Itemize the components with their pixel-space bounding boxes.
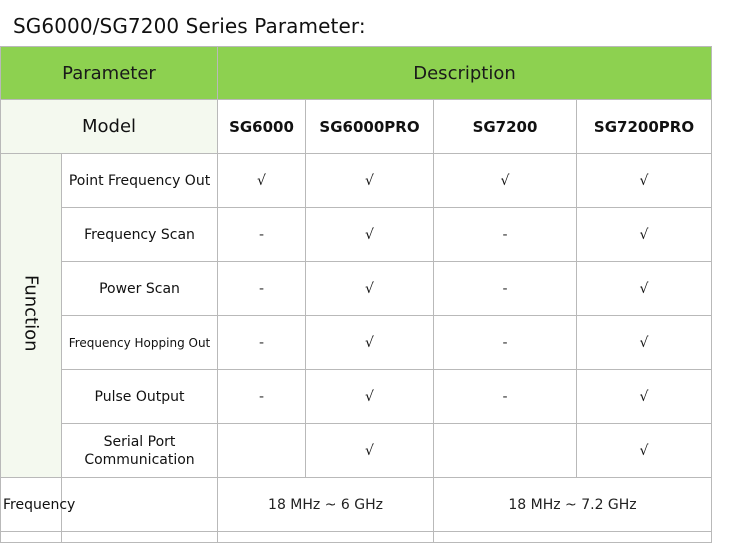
frequency-range-sg7200: 18 MHz ~ 7.2 GHz [434,478,712,532]
feature-name: Frequency Hopping Out [62,316,218,370]
feature-value: - [434,208,577,262]
model-sg6000: SG6000 [218,100,306,154]
feature-value: √ [306,316,434,370]
feature-value: - [218,208,306,262]
function-label: Function [20,275,42,352]
table-row [1,154,712,208]
page-title: SG6000/SG7200 Series Parameter: [13,14,366,38]
description-header: Description [218,47,712,100]
table-cell [62,532,218,543]
feature-value: - [434,316,577,370]
table-cell [434,532,712,543]
table-row [1,370,712,424]
feature-value: √ [306,262,434,316]
feature-value: - [218,262,306,316]
table-row-partial [1,532,712,543]
frequency-row [1,478,712,532]
feature-name: Serial Port Communication [84,433,195,468]
frequency-blank [62,478,218,532]
feature-value: √ [577,262,712,316]
parameter-header: Parameter [1,47,218,100]
function-label-cell [1,154,62,478]
feature-value [218,424,306,478]
table-cell [1,532,62,543]
table-row [1,316,712,370]
feature-value: - [218,316,306,370]
frequency-range-sg6000: 18 MHz ~ 6 GHz [218,478,434,532]
feature-value: - [434,370,577,424]
feature-value: √ [306,424,434,478]
feature-value: √ [577,370,712,424]
feature-name: Pulse Output [62,370,218,424]
parameter-table [0,46,712,543]
model-sg7200: SG7200 [434,100,577,154]
table-cell [218,532,434,543]
feature-value: √ [577,154,712,208]
feature-value: √ [434,154,577,208]
feature-name: Point Frequency Out [62,154,218,208]
feature-name: Frequency Scan [62,208,218,262]
feature-value [434,424,577,478]
frequency-label: Frequency [1,478,62,532]
table-row [1,208,712,262]
feature-value: √ [577,208,712,262]
feature-value: √ [577,316,712,370]
feature-name: Power Scan [62,262,218,316]
table-header-row [1,47,712,100]
feature-value: √ [306,370,434,424]
model-sg7200pro: SG7200PRO [577,100,712,154]
feature-value: √ [577,424,712,478]
table-row [1,262,712,316]
model-label: Model [1,100,218,154]
feature-name-cell [62,424,218,478]
feature-value: √ [218,154,306,208]
feature-value: - [218,370,306,424]
table-row [1,424,712,478]
model-row [1,100,712,154]
feature-value: √ [306,154,434,208]
feature-value: √ [306,208,434,262]
model-sg6000pro: SG6000PRO [306,100,434,154]
feature-value: - [434,262,577,316]
